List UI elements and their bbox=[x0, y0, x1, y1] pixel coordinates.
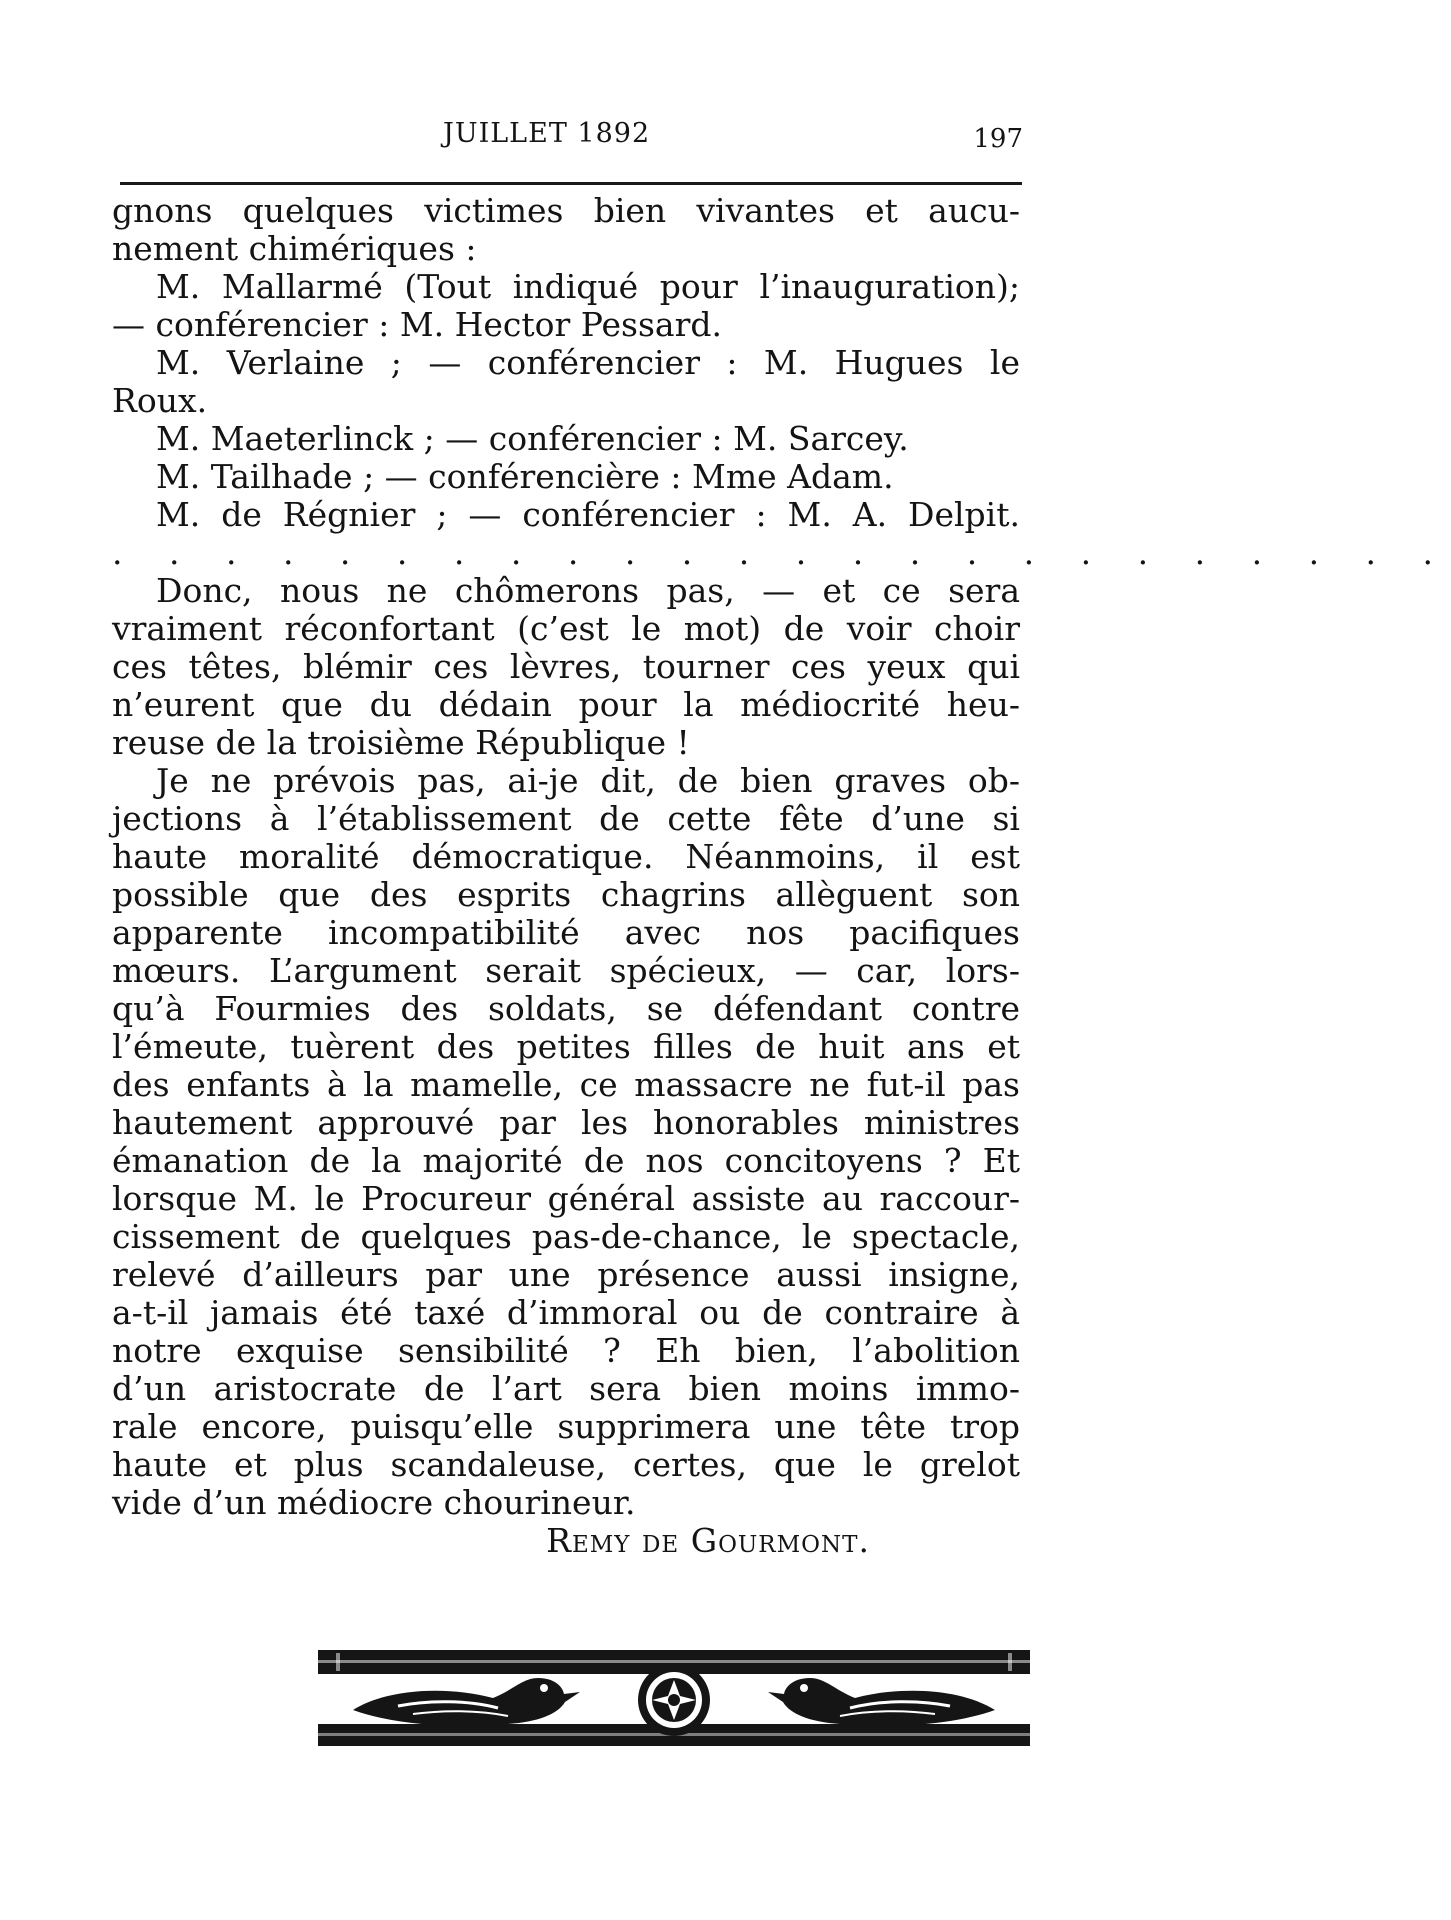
paragraph-line: cissement de quelques pas-de-chance, le spectacle, bbox=[112, 1217, 1020, 1256]
text-line: — conférencier : M. Hector Pessard. bbox=[112, 305, 722, 344]
signature-text: Remy de Gourmont. bbox=[546, 1521, 870, 1560]
paragraph-line: apparente incompatibilité avec nos pacifiques bbox=[112, 913, 1020, 952]
paragraph-line: qu’à Fourmies des soldats, se défendant contre bbox=[112, 989, 1020, 1028]
paragraph-line: Je ne prévois pas, ai-je dit, de bien graves ob- bbox=[156, 761, 1020, 800]
section-dots: . . . . . . . . . . . . . . . . . . . . . . . . bbox=[112, 533, 1451, 572]
paragraph-line: lorsque M. le Procureur général assiste au raccour- bbox=[112, 1179, 1020, 1218]
paragraph-line: vide d’un médiocre chourineur. bbox=[112, 1483, 636, 1522]
left-dove-icon bbox=[353, 1678, 580, 1726]
paragraph-line: hautement approuvé par les honorables ministres bbox=[112, 1103, 1020, 1142]
paragraph-line: l’émeute, tuèrent des petites filles de huit ans et bbox=[112, 1027, 1020, 1066]
text-line: gnons quelques victimes bien vivantes et aucu- bbox=[112, 191, 1020, 230]
paragraph-line: d’un aristocrate de l’art sera bien moins immo- bbox=[112, 1369, 1020, 1408]
list-item: M. Maeterlinck ; — conférencier : M. Sarcey. bbox=[156, 419, 909, 458]
text-line: Roux. bbox=[112, 381, 208, 420]
page-header bbox=[118, 118, 1023, 154]
text-line: nement chimériques : bbox=[112, 229, 477, 268]
paragraph-line: haute et plus scandaleuse, certes, que le grelot bbox=[112, 1445, 1020, 1484]
page-number: 197 bbox=[973, 124, 1023, 154]
paragraph-line: relevé d’ailleurs par une présence aussi insigne, bbox=[112, 1255, 1020, 1294]
author-signature bbox=[112, 1522, 1020, 1560]
body-text bbox=[112, 191, 1451, 1560]
paragraph-line: vraiment réconfortant (c’est le mot) de voir choir bbox=[112, 609, 1020, 648]
paragraph-line: a-t-il jamais été taxé d’immoral ou de contraire à bbox=[112, 1293, 1020, 1332]
paragraph-line: ces têtes, blémir ces lèvres, tourner ces yeux qui bbox=[112, 647, 1020, 686]
paragraph-line: possible que des esprits chagrins allèguent son bbox=[112, 875, 1020, 914]
paragraph-line: mœurs. L’argument serait spécieux, — car, lors- bbox=[112, 951, 1020, 990]
birds-rosette-ornament bbox=[318, 1648, 1030, 1748]
rosette-icon bbox=[638, 1664, 710, 1736]
header-rule bbox=[120, 182, 1022, 185]
paragraph-line: des enfants à la mamelle, ce massacre ne fut-il pas bbox=[112, 1065, 1020, 1104]
list-item: M. Mallarmé (Tout indiqué pour l’inauguration); bbox=[156, 267, 1020, 306]
paragraph-line: rale encore, puisqu’elle supprimera une tête trop bbox=[112, 1407, 1020, 1446]
list-item: M. de Régnier ; — conférencier : M. A. Delpit. bbox=[156, 495, 1020, 534]
paragraph-line: jections à l’établissement de cette fête d’une si bbox=[112, 799, 1020, 838]
paragraph-line: Donc, nous ne chômerons pas, — et ce sera bbox=[156, 571, 1020, 610]
right-dove-icon bbox=[768, 1678, 995, 1726]
list-item: M. Verlaine ; — conférencier : M. Hugues le bbox=[156, 343, 1020, 382]
paragraph-line: n’eurent que du dédain pour la médiocrité heu- bbox=[112, 685, 1020, 724]
paragraph-line: haute moralité démocratique. Néanmoins, il est bbox=[112, 837, 1020, 876]
paragraph-line: reuse de la troisième République ! bbox=[112, 723, 690, 762]
list-item: M. Tailhade ; — conférencière : Mme Adam. bbox=[156, 457, 894, 496]
running-head: JUILLET 1892 bbox=[443, 118, 651, 149]
paragraph-line: notre exquise sensibilité ? Eh bien, l’abolition bbox=[112, 1331, 1020, 1370]
paragraph-line: émanation de la majorité de nos concitoyens ? Et bbox=[112, 1141, 1020, 1180]
